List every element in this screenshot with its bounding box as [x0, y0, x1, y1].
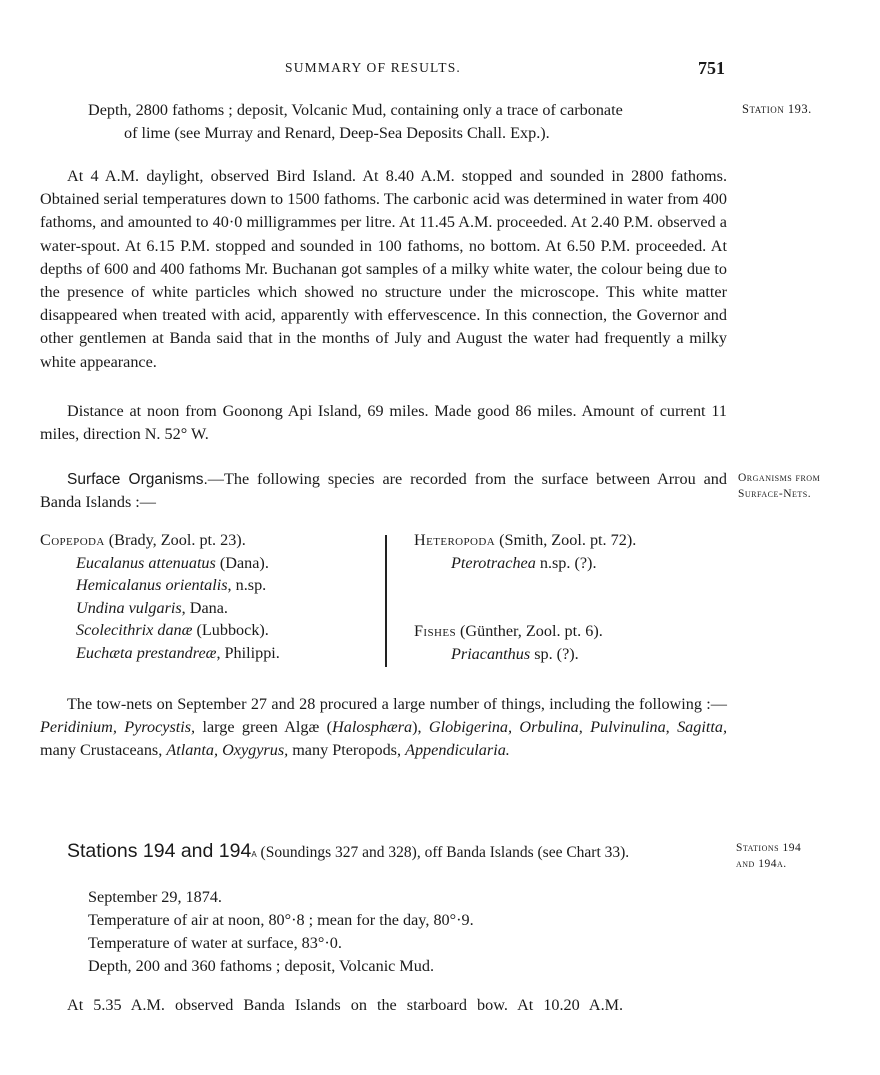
townets-genera-1: Peridinium, Pyrocystis,: [40, 718, 196, 737]
species-row: [40, 552, 380, 575]
running-title: SUMMARY OF RESULTS.: [285, 60, 461, 75]
townets-text-3: ),: [412, 718, 429, 737]
station-194-suffix: a: [251, 846, 257, 860]
species-row: [40, 597, 380, 620]
fishes-list: [414, 620, 734, 665]
species-row: [40, 642, 380, 665]
fishes-ref: (Günther, Zool. pt. 6).: [455, 622, 603, 640]
margin-label-organisms-2: Surface-Nets.: [738, 488, 812, 500]
copepoda-list: [40, 529, 380, 664]
species-authority: , n.sp.: [227, 576, 267, 594]
species-name: Eucalanus attenuatus: [76, 553, 216, 572]
species-name: Hemicalanus orientalis: [76, 576, 228, 594]
station-194-air-temp: Temperature of air at noon, 80°·8 ; mean for the day, 80°·9.: [88, 911, 474, 929]
station-194-title: Stations 194 and 194: [67, 840, 252, 862]
station-194-date: September 29, 1874.: [88, 888, 222, 906]
species-name: Pterotrachea: [451, 553, 536, 572]
townets-text-4: many Crustaceans,: [40, 741, 167, 760]
organisms-intro-text: —The following species are recorded from the surface between Arrou and Banda Islands :—: [40, 470, 727, 512]
species-row: [414, 552, 734, 575]
station-193-narrative: At 4 A.M. daylight, observed Bird Island. At 8.40 A.M. stopped and sounded in 2800 fathoms. Obtained serial temperatures down to 1500 fathoms. The carbonic acid was determined in water from 400 fathoms, and amounted to 40·0 milligrammes per litre. At 11.45 A.M. proceeded. At 2.40 P.M. observed a water-spout. At 6.15 P.M. stopped and sounded in 100 fathoms, no bottom. At 6.50 P.M. proceeded. At depths of 600 and 400 fathoms Mr. Buchanan got samples of a milky white water, the colour being due to the presence of white particles which showed no structure under the microscope. This white matter disappeared when treated with acid, apparently with effervescence. In this connection, the Governor and other gentlemen at Banda said that in the months of July and August the water had frequently a milky white appearance.: [40, 167, 727, 371]
townets-genera-3: Atlanta, Oxygyrus,: [166, 741, 289, 760]
copepoda-heading: Copepoda: [40, 531, 105, 549]
margin-label-organisms: [738, 470, 820, 502]
townets-text-2: large green Algæ (: [195, 718, 333, 737]
species-name: Undina vulgaris: [76, 598, 182, 617]
townets-paragraph: [40, 693, 727, 763]
heteropoda-list: [414, 529, 734, 574]
heteropoda-title: [414, 529, 734, 552]
species-authority: (Lubbock).: [192, 621, 269, 639]
species-name: Scolecithrix danæ: [76, 621, 193, 639]
townets-halosphaera: Halosphæra: [332, 718, 413, 737]
fishes-heading: Fishes: [414, 622, 456, 640]
species-authority: n.sp. (?).: [535, 553, 597, 572]
species-name: Priacanthus: [451, 644, 531, 663]
column-divider: [385, 535, 387, 667]
page-number: 751: [698, 58, 725, 78]
townets-text-1: The tow-nets on September 27 and 28 procured a large number of things, including the following :—: [67, 695, 727, 713]
margin-label-organisms-1: Organisms from: [738, 472, 821, 484]
species-authority: , Philippi.: [216, 643, 280, 662]
organisms-intro: [40, 468, 727, 514]
margin-label-station-193: Station 193.: [742, 102, 812, 116]
heteropoda-ref: (Smith, Zool. pt. 72).: [495, 531, 637, 549]
townets-genera-2: Globigerina, Orbulina, Pulvinulina, Sagitta,: [428, 718, 727, 737]
station-194-depth: Depth, 200 and 360 fathoms ; deposit, Volcanic Mud.: [88, 957, 435, 975]
station-194-subtitle: (Soundings 327 and 328), off Banda Islands (see Chart 33).: [256, 844, 630, 861]
margin-label-station-194: [736, 840, 801, 872]
station-194-narrative: At 5.35 A.M. observed Banda Islands on the starboard bow. At 10.20 A.M.: [67, 996, 624, 1014]
species-authority: (Dana).: [215, 553, 269, 572]
copepoda-title: [40, 529, 380, 552]
species-row: [40, 619, 380, 642]
station-193-distance: Distance at noon from Goonong Api Island, 69 miles. Made good 86 miles. Amount of current 11 miles, direction N. 52° W.: [40, 402, 727, 444]
organisms-heading: Surface Organisms.: [67, 471, 208, 488]
margin-label-194-1: Stations 194: [736, 842, 802, 854]
heteropoda-heading: Heteropoda: [414, 531, 496, 549]
townets-text-5: many Pteropods,: [288, 741, 406, 760]
station-193-deposit: [88, 99, 728, 145]
deposit-line-2: of lime (see Murray and Renard, Deep-Sea Deposits Chall. Exp.).: [124, 124, 550, 142]
station-194-heading: [67, 840, 737, 863]
species-authority: , Dana.: [181, 598, 228, 617]
fishes-title: [414, 620, 734, 643]
species-row: [414, 643, 734, 666]
station-194-details: [88, 886, 708, 978]
species-name: Euchæta prestandreæ: [76, 643, 217, 662]
species-row: [40, 574, 380, 597]
station-194-water-temp: Temperature of water at surface, 83°·0.: [88, 934, 342, 952]
species-authority: sp. (?).: [530, 644, 579, 663]
copepoda-ref: (Brady, Zool. pt. 23).: [104, 531, 246, 549]
margin-label-194-2: and 194a.: [736, 858, 787, 870]
deposit-line-1: Depth, 2800 fathoms ; deposit, Volcanic Mud, containing only a trace of carbonate: [88, 101, 623, 119]
townets-genera-4: Appendicularia.: [405, 741, 510, 760]
